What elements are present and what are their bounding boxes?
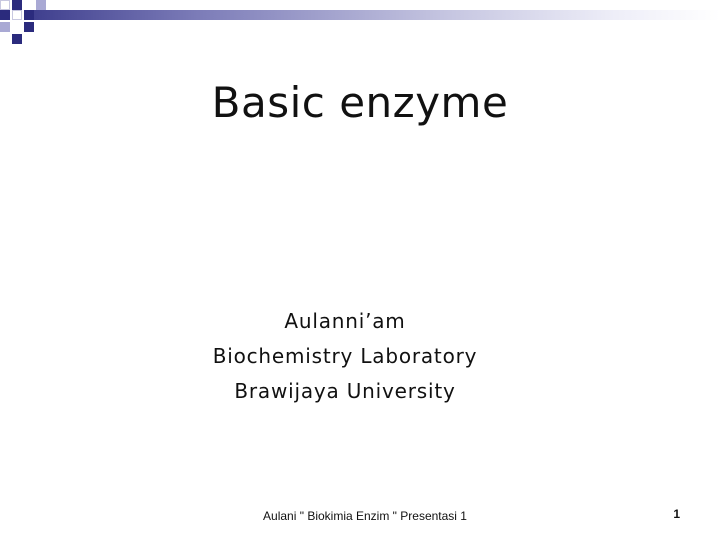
- header-gradient-bar: [24, 10, 720, 20]
- slide-subtitle: [0, 304, 690, 409]
- decor-square: [0, 10, 10, 20]
- decor-square: [12, 10, 22, 20]
- decor-square: [0, 0, 10, 10]
- decor-square: [12, 34, 22, 44]
- decor-square: [24, 22, 34, 32]
- page-number: 1: [673, 507, 680, 521]
- decor-square: [36, 0, 46, 10]
- decor-square: [24, 10, 34, 20]
- decor-square: [12, 0, 22, 10]
- decor-square: [0, 22, 10, 32]
- laboratory-name: Biochemistry Laboratory: [212, 344, 478, 368]
- university-name: Brawijaya University: [234, 379, 456, 403]
- slide-footer: Aulani " Biokimia Enzim " Presentasi 1: [263, 509, 467, 523]
- author-name: Aulanni’am: [284, 309, 406, 333]
- slide-title: Basic enzyme: [211, 78, 509, 127]
